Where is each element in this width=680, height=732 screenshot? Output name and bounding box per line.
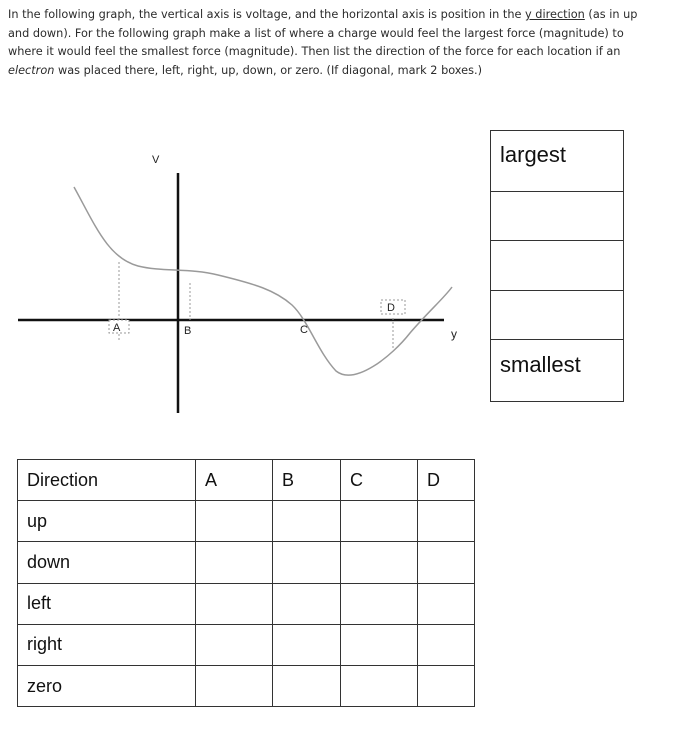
point-label-b: B bbox=[184, 325, 192, 337]
prompt-part2: (as in up and down). For the following graph make a list of where a charge would feel the largest force (magnitude) to where it would feel the smallest force (magnitude). Then list the direction of the force for each location if an bbox=[8, 8, 638, 58]
table-row bbox=[18, 665, 475, 706]
point-label-c: C bbox=[300, 324, 308, 336]
v-axis-label: V bbox=[152, 154, 160, 166]
row-label-up: up bbox=[18, 501, 196, 542]
prompt-part1: In the following graph, the vertical axis is voltage, and the horizontal axis is position in the bbox=[8, 8, 526, 21]
column-header-a: A bbox=[196, 460, 273, 501]
table-row bbox=[18, 583, 475, 624]
answer-cell[interactable] bbox=[273, 624, 341, 665]
column-header-c: C bbox=[341, 460, 418, 501]
ranking-largest-label: largest bbox=[491, 131, 624, 192]
ranking-smallest-label: smallest bbox=[491, 340, 624, 402]
ranking-table bbox=[490, 130, 624, 402]
column-header-b: B bbox=[273, 460, 341, 501]
row-label-right: right bbox=[18, 624, 196, 665]
answer-cell[interactable] bbox=[341, 624, 418, 665]
column-header-d: D bbox=[418, 460, 475, 501]
answer-cell[interactable] bbox=[273, 583, 341, 624]
answer-cell[interactable] bbox=[418, 501, 475, 542]
point-label-d: D bbox=[387, 302, 395, 314]
table-row bbox=[18, 624, 475, 665]
voltage-curve bbox=[74, 187, 452, 375]
direction-table bbox=[17, 459, 475, 707]
answer-cell[interactable] bbox=[196, 624, 273, 665]
direction-header: Direction bbox=[18, 460, 196, 501]
answer-cell[interactable] bbox=[418, 624, 475, 665]
answer-cell[interactable] bbox=[196, 583, 273, 624]
table-header-row bbox=[18, 460, 475, 501]
answer-cell[interactable] bbox=[196, 542, 273, 583]
answer-cell[interactable] bbox=[273, 542, 341, 583]
answer-cell[interactable] bbox=[273, 501, 341, 542]
row-label-zero: zero bbox=[18, 665, 196, 706]
answer-cell[interactable] bbox=[418, 665, 475, 706]
answer-cell[interactable] bbox=[418, 583, 475, 624]
ranking-slot[interactable] bbox=[491, 290, 624, 340]
prompt-part3: was placed there, left, right, up, down, or zero. (If diagonal, mark 2 boxes.) bbox=[54, 63, 482, 77]
answer-cell[interactable] bbox=[273, 665, 341, 706]
prompt-italic-term: electron bbox=[8, 63, 55, 77]
ranking-slot[interactable] bbox=[491, 191, 624, 241]
answer-cell[interactable] bbox=[341, 583, 418, 624]
table-row bbox=[18, 501, 475, 542]
answer-cell[interactable] bbox=[418, 542, 475, 583]
answer-cell[interactable] bbox=[341, 501, 418, 542]
point-label-a: A bbox=[113, 322, 121, 334]
answer-cell[interactable] bbox=[196, 501, 273, 542]
table-row bbox=[18, 542, 475, 583]
y-axis-label: y bbox=[451, 327, 457, 341]
answer-cell[interactable] bbox=[196, 665, 273, 706]
ranking-slot[interactable] bbox=[491, 241, 624, 291]
answer-cell[interactable] bbox=[341, 665, 418, 706]
row-label-down: down bbox=[18, 542, 196, 583]
row-label-left: left bbox=[18, 583, 196, 624]
answer-cell[interactable] bbox=[341, 542, 418, 583]
prompt-underlined-term: y direction bbox=[525, 8, 585, 21]
